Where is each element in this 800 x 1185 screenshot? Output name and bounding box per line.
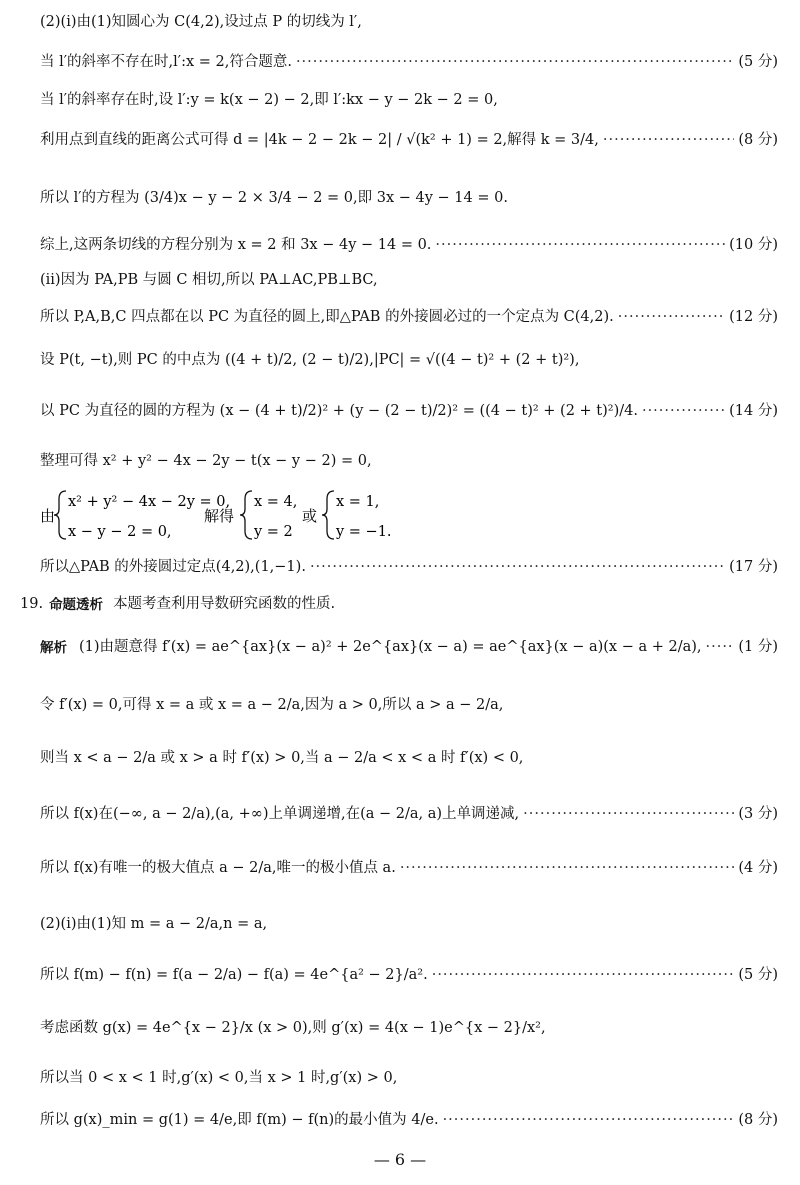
brace-left-3 — [322, 491, 334, 539]
q19-heading — [20, 596, 778, 613]
score-label: (5 分) — [738, 54, 778, 70]
line-vertical-tangent: 当 l′的斜率不存在时,l′:x = 2,符合题意. ····· (5 分) — [40, 54, 778, 71]
line-sign-analysis: 则当 x < a − 2/a 或 x > a 时 f′(x) > 0,当 a − 2/a < x < a 时 f′(x) < 0, — [40, 750, 524, 766]
dot-leader — [435, 237, 725, 254]
line-concyclic: 所以 P,A,B,C 四点都在以 PC 为直径的圆上,即△PAB 的外接圆必过的一个定点为 C(4,2). ····· (12 分) — [40, 309, 778, 326]
line-simplified: 整理可得 x² + y² − 4x − 2y − t(x − y − 2) = 0, — [40, 453, 372, 469]
score-label: (10 分) — [729, 237, 778, 253]
solution1-x: x = 4, — [254, 494, 298, 510]
line-fixed-points: 所以△PAB 的外接圆过定点(4,2),(1,−1). ····· (17 分) — [40, 559, 778, 576]
dot-leader — [706, 639, 735, 656]
line-derivative: 解析 (1)由题意得 f′(x) = ae^{ax}(x − a)² + 2e^{ax}(x − a) = ae^{ax}(x − a)(x − a + 2/a), ····· (1 分) — [40, 639, 778, 656]
score-label: (8 分) — [738, 132, 778, 148]
analysis-label: 解析 — [40, 639, 67, 656]
score-label: (3 分) — [738, 806, 778, 822]
line-m-n: (2)(ⅰ)由(1)知 m = a − 2/a,n = a, — [40, 916, 268, 932]
q19-number: 19. — [20, 596, 44, 612]
line-summary-tangents: 综上,这两条切线的方程分别为 x = 2 和 3x − 4y − 14 = 0. ····· (10 分) — [40, 237, 778, 254]
dot-leader — [603, 132, 734, 149]
system-eq1: x² + y² − 4x − 2y = 0, — [68, 494, 231, 510]
dot-leader — [443, 1112, 735, 1129]
line-function-g: 考虑函数 g(x) = 4e^{x − 2}/x (x > 0),则 g′(x) = 4(x − 1)e^{x − 2}/x², — [40, 1020, 546, 1036]
brace-left-1 — [54, 491, 66, 539]
brace-left-2 — [240, 491, 252, 539]
line-midpoint: 设 P(t, −t),则 PC 的中点为 ((4 + t)/2, (2 − t)/2),|PC| = √((4 − t)² + (2 + t)²), — [40, 352, 580, 368]
dot-leader — [523, 806, 734, 823]
line-sloped-tangent: 当 l′的斜率存在时,设 l′:y = k(x − 2) − 2,即 l′:kx − y − 2k − 2 = 0, — [40, 92, 498, 108]
equation-system — [40, 487, 780, 543]
dot-leader — [618, 309, 725, 326]
line-monotonicity: 所以 f(x)在(−∞, a − 2/a),(a, +∞)上单调递增,在(a − 2/a, a)上单调递减, ····· (3 分) — [40, 806, 778, 823]
dot-leader — [642, 403, 725, 420]
system-or-word: 或 — [302, 507, 318, 525]
dot-leader — [296, 54, 734, 71]
line-fm-minus-fn: 所以 f(m) − f(n) = f(a − 2/a) − f(a) = 4e^{a² − 2}/a². ····· (5 分) — [40, 967, 778, 984]
line-extrema: 所以 f(x)有唯一的极大值点 a − 2/a,唯一的极小值点 a. ····· (4 分) — [40, 860, 778, 877]
line-2ii-intro: (ⅱ)因为 PA,PB 与圆 C 相切,所以 PA⊥AC,PB⊥BC, — [40, 272, 378, 288]
line-2i-intro: (2)(ⅰ)由(1)知圆心为 C(4,2),设过点 P 的切线为 l′, — [40, 14, 362, 30]
score-label: (1 分) — [738, 639, 778, 655]
solution2-x: x = 1, — [336, 494, 380, 510]
dot-leader — [432, 967, 735, 984]
system-prefix: 由 — [40, 507, 56, 525]
line-g-min: 所以 g(x)_min = g(1) = 4/e,即 f(m) − f(n)的最小值为 4/e. ····· (8 分) — [40, 1112, 778, 1129]
system-eq2: x − y − 2 = 0, — [68, 524, 172, 540]
score-label: (5 分) — [738, 967, 778, 983]
dot-leader — [400, 860, 735, 877]
line-distance-formula: 利用点到直线的距离公式可得 d = |4k − 2 − 2k − 2| / √(k² + 1) = 2,解得 k = 3/4, ····· (8 分) — [40, 132, 778, 149]
dot-leader — [310, 559, 725, 576]
score-label: (17 分) — [729, 559, 778, 575]
line-tangent-equation: 所以 l′的方程为 (3/4)x − y − 2 × 3/4 − 2 = 0,即 3x − 4y − 14 = 0. — [40, 190, 508, 206]
score-label: (4 分) — [738, 860, 778, 876]
line-critical-points: 令 f′(x) = 0,可得 x = a 或 x = a − 2/a,因为 a > 0,所以 a > a − 2/a, — [40, 697, 504, 713]
page-number: — 6 — — [373, 1150, 427, 1169]
score-label: (12 分) — [729, 309, 778, 325]
q19-heading-label: 命题透析 — [49, 596, 104, 613]
solution1-y: y = 2 — [254, 524, 293, 540]
system-brackets — [40, 487, 780, 543]
q19-heading-text: 本题考查利用导数研究函数的性质. — [113, 596, 336, 612]
solution2-y: y = −1. — [336, 524, 392, 540]
system-solve-word: 解得 — [204, 507, 235, 525]
line-circle-equation: 以 PC 为直径的圆的方程为 (x − (4 + t)/2)² + (y − (2 − t)/2)² = ((4 − t)² + (2 + t)²)/4. ····· (14 分) — [40, 403, 778, 420]
score-label: (14 分) — [729, 403, 778, 419]
score-label: (8 分) — [738, 1112, 778, 1128]
line-g-sign: 所以当 0 < x < 1 时,g′(x) < 0,当 x > 1 时,g′(x) > 0, — [40, 1070, 398, 1086]
